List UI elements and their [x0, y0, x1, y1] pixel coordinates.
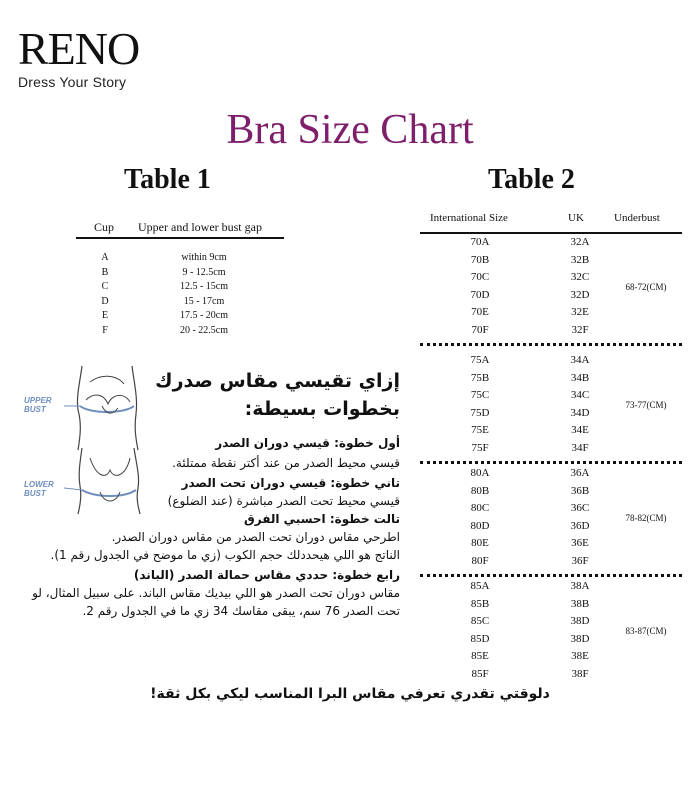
table2-intl-cell: 75B — [470, 371, 490, 384]
table1-header-gap: Upper and lower bust gap — [138, 220, 262, 234]
step1-line1: قيسي محيط الصدر من عند أكتر نقطة ممتلئة. — [172, 456, 400, 470]
step2-title: تاني خطوة: قيسي دوران تحت الصدر — [181, 476, 400, 490]
step4-title: رابع خطوة: حددي مقاس حمالة الصدر (الباند) — [133, 568, 400, 582]
table1-gap-cell: within 9cm — [181, 252, 227, 263]
table2-uk-cell: 38A — [570, 580, 590, 592]
table2-uk-cell: 36E — [571, 537, 589, 549]
table1-cup-cell: B — [101, 266, 109, 278]
table1-cup-cell: A — [101, 252, 109, 263]
table2-underbust-cell: 73-77(CM) — [625, 399, 667, 410]
table2-uk-cell: 36B — [570, 484, 590, 497]
table2-intl-cell: 75D — [470, 406, 490, 419]
step2-line1: قيسي محيط تحت الصدر مباشرة (عند الضلوع) — [167, 494, 400, 508]
table2-header-uk: UK — [568, 212, 584, 224]
table2-uk-cell: 34A — [570, 354, 590, 366]
table1-cup-cell: E — [101, 310, 109, 321]
table2-group-divider — [420, 574, 682, 577]
brand-tagline: Dress Your Story — [18, 74, 127, 90]
table2-underbust-cell: 83-87(CM) — [625, 625, 667, 636]
table1-gap-cell: 9 - 12.5cm — [182, 266, 226, 278]
table2-intl-cell: 85A — [470, 580, 490, 592]
table2-group-divider — [420, 461, 682, 464]
table1-gap-cell: 20 - 22.5cm — [179, 324, 229, 336]
brand-name: RENO — [18, 23, 140, 74]
step3-title: تالت خطوة: احسبي الفرق — [244, 512, 400, 526]
table2-uk-cell: 34F — [571, 441, 589, 454]
table1-gap-cell: 12.5 - 15cm — [179, 281, 229, 292]
table2-title: Table 2 — [488, 164, 575, 195]
table2-uk-cell: 32C — [570, 271, 590, 283]
table1-cup-cell: D — [101, 295, 109, 307]
instructions-heading-line2: بخطوات بسيطة: — [244, 398, 400, 420]
step3-line2: الناتج هو اللي هيحددلك حجم الكوب (زي ما موضح في الجدول رقم 1). — [50, 548, 400, 562]
table1-gap-cell: 17.5 - 20cm — [179, 310, 229, 321]
step3-line1: اطرحي مقاس دوران تحت الصدر من مقاس دوران الصدر. — [111, 530, 400, 544]
table2-header-intl: International Size — [430, 212, 508, 224]
table2-intl-cell: 70E — [471, 306, 489, 318]
step4-line1: مقاس دوران تحت الصدر هو اللي بيديك مقاس الباند. على سبيل المثال، لو — [32, 586, 400, 600]
table2-uk-cell: 38E — [571, 650, 589, 662]
table1-title: Table 1 — [124, 164, 211, 195]
instructions-footer: دلوقتي تقدري تعرفي مقاس البرا المناسب ليكي بكل ثقة! — [150, 686, 550, 702]
table2-header-rule — [420, 232, 682, 234]
table2-intl-cell: 80F — [471, 554, 489, 567]
table2-intl-cell: 80D — [470, 519, 490, 532]
table1-header-rule — [76, 237, 284, 239]
table1-header-cup: Cup — [94, 220, 115, 234]
table2-uk-cell: 32F — [571, 323, 589, 336]
table2-intl-cell: 85E — [471, 650, 489, 662]
table2-uk-cell: 32A — [570, 236, 590, 248]
table2-intl-cell: 75C — [470, 389, 490, 401]
table2-intl-cell: 75F — [471, 441, 489, 454]
table2-header-underbust: Underbust — [614, 212, 660, 224]
table1-cup-cell: F — [102, 324, 108, 336]
table2-intl-cell: 85D — [470, 632, 490, 645]
table2-uk-cell: 36D — [570, 519, 590, 532]
table1-gap-cell: 15 - 17cm — [183, 295, 225, 307]
table2-uk-cell: 32E — [571, 306, 589, 318]
table1-cup-cell: C — [101, 281, 109, 292]
table2-uk-cell: 32B — [570, 253, 590, 266]
table2-uk-cell: 36A — [570, 467, 590, 479]
table2-group-divider — [420, 343, 682, 346]
table2-underbust-cell: 68-72(CM) — [625, 281, 667, 292]
table2-intl-cell: 70A — [470, 236, 490, 248]
table2-uk-cell: 38B — [570, 597, 590, 610]
step4-line2: تحت الصدر 76 سم، يبقى مقاسك 34 زي ما في الجدول رقم 2. — [82, 604, 400, 618]
table2-intl-cell: 85B — [470, 597, 490, 610]
table2-intl-cell: 75A — [470, 354, 490, 366]
table2-uk-cell: 38F — [571, 667, 589, 680]
table2-uk-cell: 34E — [571, 424, 589, 436]
table2-intl-cell: 85C — [470, 615, 490, 627]
instructions-heading-line1: إزاي تقيسي مقاس صدرك — [155, 370, 400, 392]
table2-intl-cell: 80A — [470, 467, 490, 479]
table2-intl-cell: 85F — [471, 667, 489, 680]
table2-uk-cell: 36C — [570, 502, 590, 514]
table2-uk-cell: 32D — [570, 288, 590, 301]
table2-uk-cell: 38D — [570, 632, 590, 645]
table2-intl-cell: 80E — [471, 537, 489, 549]
table2-uk-cell: 38D — [570, 615, 590, 627]
table2-intl-cell: 80B — [470, 484, 490, 497]
table2-intl-cell: 70D — [470, 288, 490, 301]
lower-bust-label: LOWER BUST — [24, 480, 54, 498]
upper-bust-label: UPPER BUST — [24, 396, 52, 414]
table2-uk-cell: 34C — [570, 389, 590, 401]
page-title: Bra Size Chart — [226, 107, 474, 153]
table2-intl-cell: 75E — [471, 424, 489, 436]
brand-logo — [18, 23, 140, 90]
table2-uk-cell: 36F — [571, 554, 589, 567]
step1-title: أول خطوة: قيسي دوران الصدر — [215, 436, 400, 450]
table2-uk-cell: 34B — [570, 371, 590, 384]
table2-uk-cell: 34D — [570, 406, 590, 419]
table2-intl-cell: 70C — [470, 271, 490, 283]
table2-intl-cell: 70B — [470, 253, 490, 266]
table2-underbust-cell: 78-82(CM) — [625, 512, 667, 523]
table2-intl-cell: 70F — [471, 323, 489, 336]
table2-intl-cell: 80C — [470, 502, 490, 514]
